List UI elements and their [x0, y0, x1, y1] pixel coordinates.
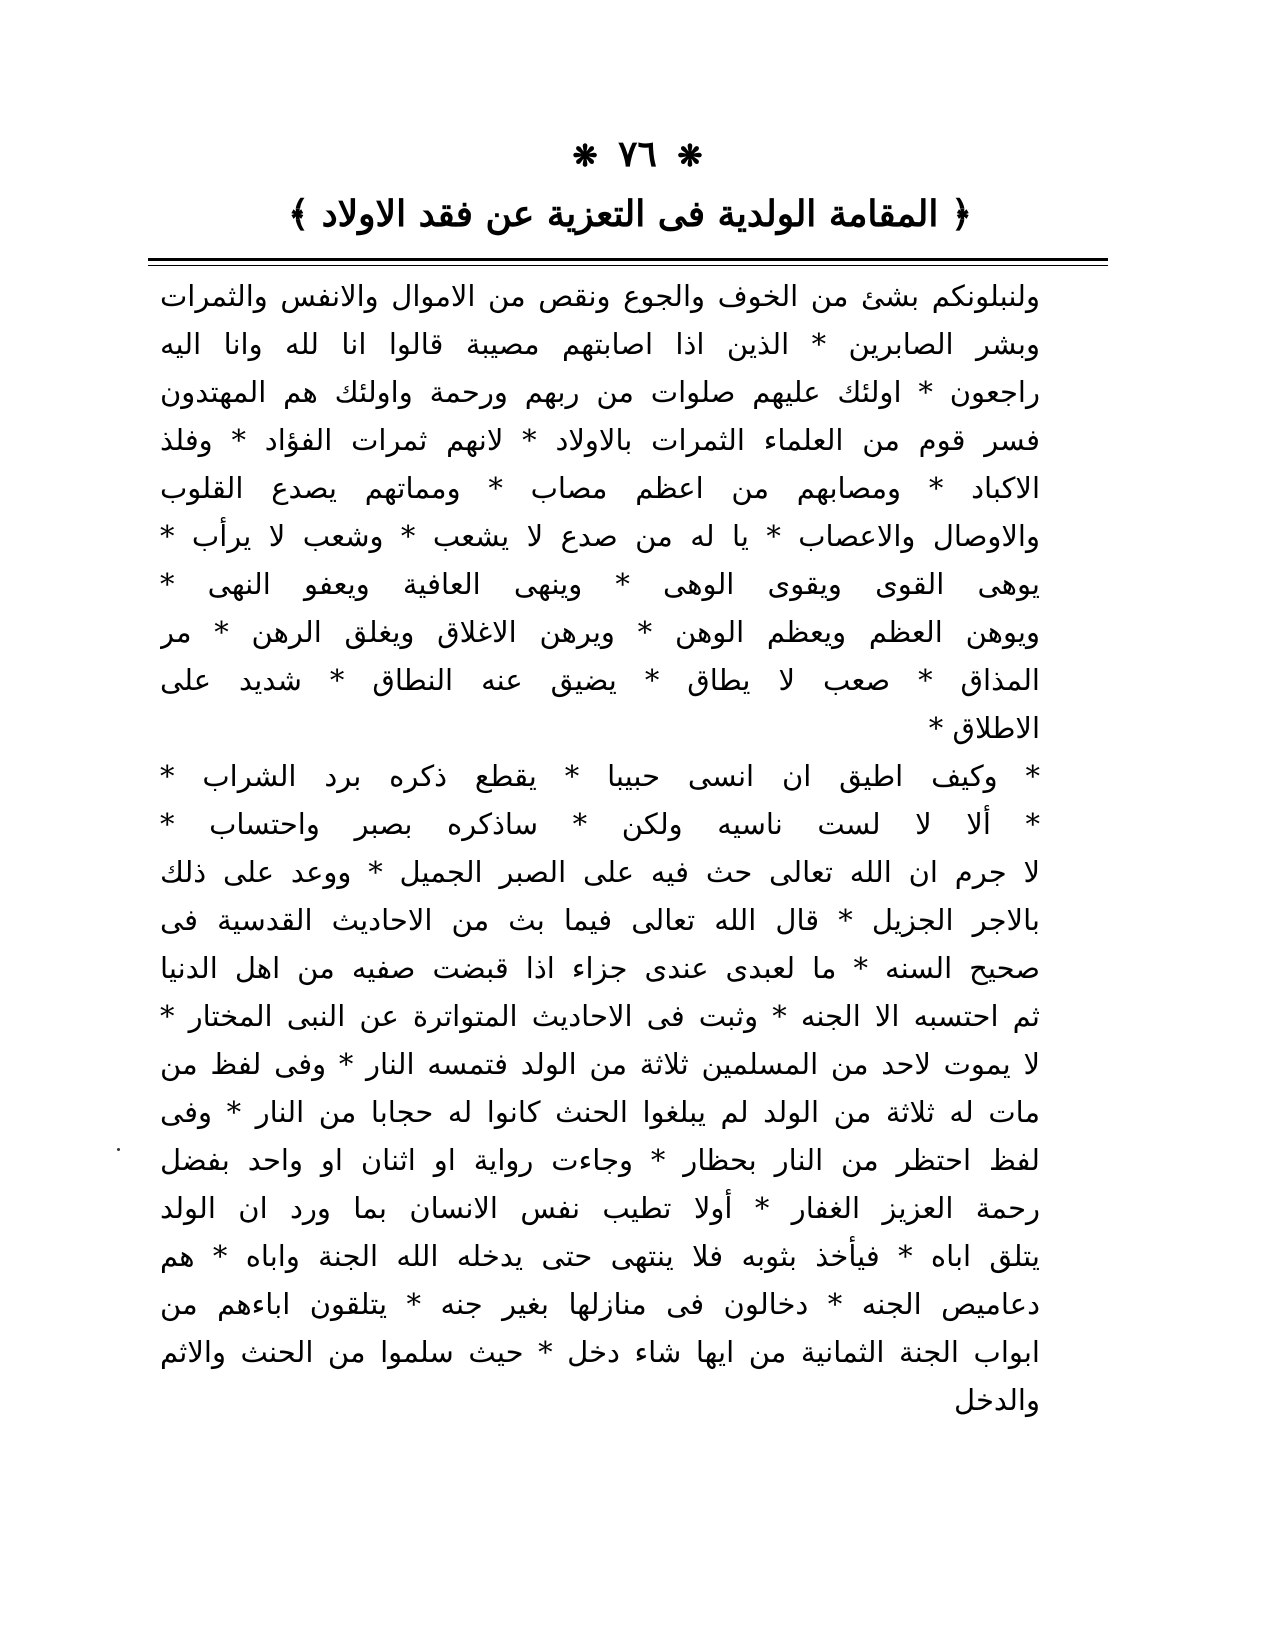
text-line: بالاجر الجزيل * قال الله تعالى فيما بث من الاحاديث القدسية فى [160, 903, 1040, 937]
header-rule-thin [148, 265, 1108, 266]
text-line: صحيح السنه * ما لعبدى عندى جزاء اذا قبضت صفيه من اهل الدنيا [160, 951, 1040, 985]
title-close-bracket: ﴾ [287, 193, 310, 235]
text-line: دعاميص الجنه * دخالون فى منازلها بغير جنه * يتلقون اباءهم من [160, 1287, 1040, 1321]
ornament-left-icon: ❋ [677, 139, 703, 174]
page-title [150, 188, 1110, 240]
scan-speck [117, 1148, 120, 1151]
text-line: ولنبلونكم بشئ من الخوف والجوع ونقص من الاموال والانفس والثمرات [160, 279, 1040, 313]
page-number-value: ٧٦ [618, 133, 657, 175]
text-line: لفظ احتظر من النار بحظار * وجاءت رواية او اثنان او واحد بفضل [160, 1143, 1040, 1177]
ornament-right-icon: ❋ [572, 139, 598, 174]
text-line: والدخل [953, 1383, 1040, 1417]
title-text: المقامة الولدية فى التعزية عن فقد الاولاد [321, 193, 939, 235]
title-open-bracket: ﴿ [950, 193, 973, 235]
text-line: يوهى القوى ويقوى الوهى * وينهى العافية ويعفو النهى * [160, 567, 1040, 601]
text-line: الاطلاق * [928, 711, 1040, 745]
text-line: ويوهن العظم ويعظم الوهن * ويرهن الاغلاق ويغلق الرهن * مر [160, 615, 1040, 649]
text-line: وبشر الصابرين * الذين اذا اصابتهم مصيبة قالوا انا لله وانا اليه [160, 327, 1040, 361]
text-line: الاكباد * ومصابهم من اعظم مصاب * ومماتهم يصدع القلوب [160, 471, 1040, 505]
text-line: يتلق اباه * فيأخذ بثوبه فلا ينتهى حتى يدخله الله الجنة واباه * هم [160, 1239, 1040, 1273]
text-line: ثم احتسبه الا الجنه * وثبت فى الاحاديث المتواترة عن النبى المختار * [160, 999, 1040, 1033]
text-line: مات له ثلاثة من الولد لم يبلغوا الحنث كانوا له حجابا من النار * وفى [160, 1095, 1040, 1129]
text-line: فسر قوم من العلماء الثمرات بالاولاد * لانهم ثمرات الفؤاد * وفلذ [160, 423, 1040, 457]
text-line: المذاق * صعب لا يطاق * يضيق عنه النطاق * شديد على [160, 663, 1040, 697]
page-number [0, 130, 1275, 181]
text-line: راجعون * اولئك عليهم صلوات من ربهم ورحمة واولئك هم المهتدون [160, 375, 1040, 409]
body-text [160, 272, 1040, 1424]
verse-line: * ألا لا لست ناسيه ولكن * ساذكره بصبر واحتساب * [160, 807, 1040, 841]
text-line: لا جرم ان الله تعالى حث فيه على الصبر الجميل * ووعد على ذلك [160, 855, 1040, 889]
header-rule-thick [148, 258, 1108, 261]
text-line: رحمة العزيز الغفار * أولا تطيب نفس الانسان بما ورد ان الولد [160, 1191, 1040, 1225]
text-line: ابواب الجنة الثمانية من ايها شاء دخل * حيث سلموا من الحنث والاثم [160, 1335, 1040, 1369]
text-line: والاوصال والاعصاب * يا له من صدع لا يشعب * وشعب لا يرأب * [160, 519, 1040, 553]
verse-line: * وكيف اطيق ان انسى حبيبا * يقطع ذكره برد الشراب * [160, 759, 1040, 793]
text-line: لا يموت لاحد من المسلمين ثلاثة من الولد فتمسه النار * وفى لفظ من [160, 1047, 1040, 1081]
